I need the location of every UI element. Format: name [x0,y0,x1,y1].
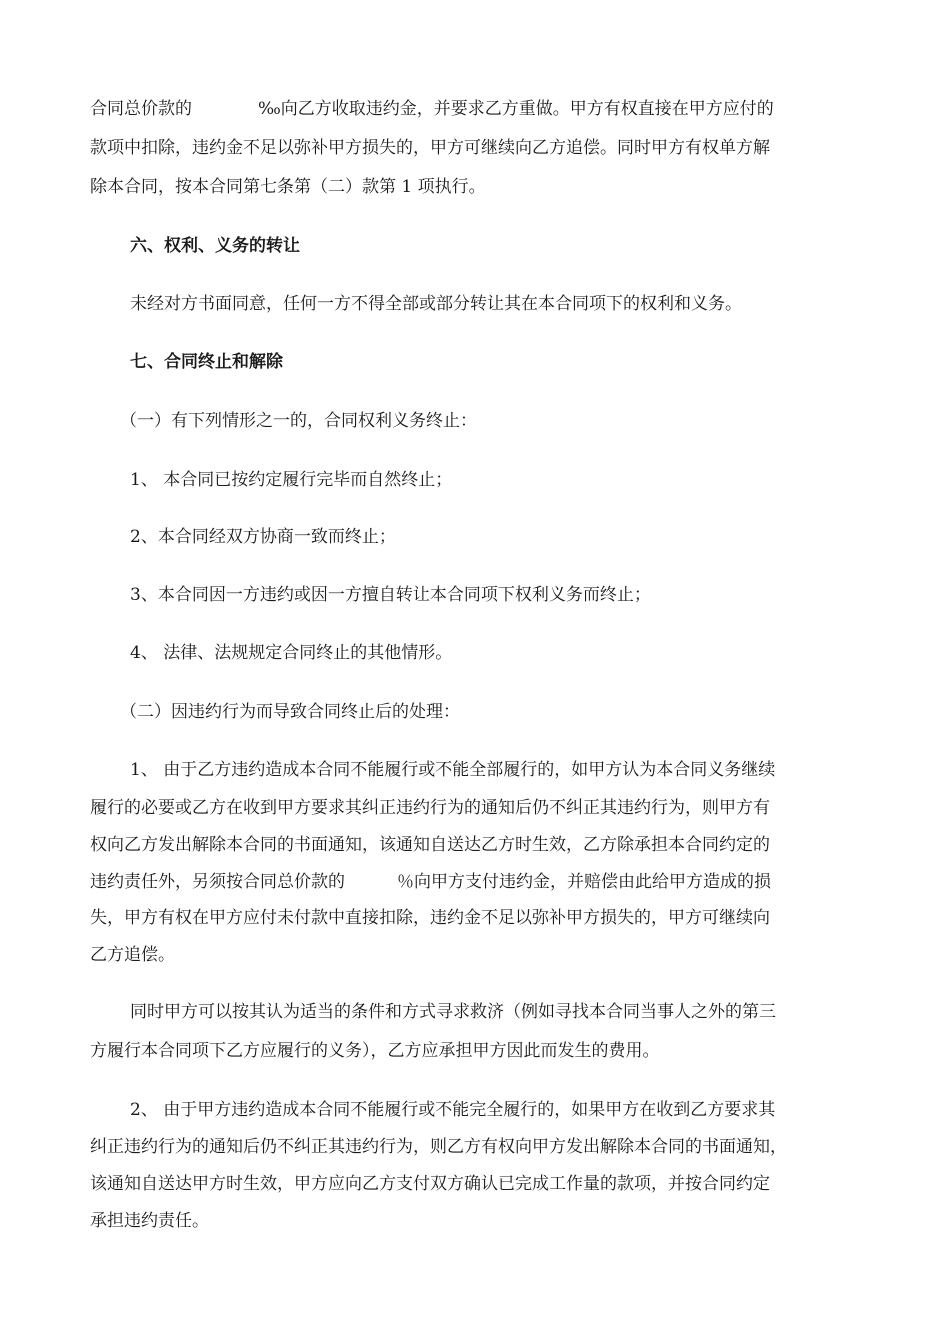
list-item: 3、本合同因一方违约或因一方擅自转让本合同项下权利义务而终止； [130,585,651,605]
paragraph-line: 该通知自送达甲方时生效，甲方应向乙方支付双方确认已完成工作量的款项，并按合同约定 [90,1174,770,1194]
section-heading: 七、合同终止和解除 [130,352,283,372]
paragraph-line [90,870,870,894]
list-item: 2、本合同经双方协商一致而终止； [130,527,396,547]
text-segment: 违约责任外，另须按合同总价款的 [90,872,345,892]
paragraph-line: 失，甲方有权在甲方应付未付款中直接扣除，违约金不足以弥补甲方损失的，甲方可继续向 [90,908,770,928]
paragraph-line: 同时甲方可以按其认为适当的条件和方式寻求救济（例如寻找本合同当事人之外的第三 [130,1002,776,1022]
paragraph-line: 方履行本合同项下乙方应履行的义务），乙方应承担甲方因此而发生的费用。 [90,1041,660,1061]
paragraph-line: 除本合同，按本合同第七条第（二）款第 1 项执行。 [90,177,486,197]
paragraph-line: 纠正违约行为的通知后仍不纠正其违约行为，则乙方有权向甲方发出解除本合同的书面通知， [90,1137,787,1157]
list-item: 1、 本合同已按约定履行完毕而自然终止； [130,470,453,490]
paragraph-line: 款项中扣除，违约金不足以弥补甲方损失的，甲方可继续向乙方追偿。同时甲方有权单方解 [90,138,770,158]
paragraph-line: 承担违约责任。 [90,1211,209,1231]
paragraph-line: 2、 由于甲方违约造成本合同不能履行或不能完全履行的，如果甲方在收到乙方要求其 [130,1100,776,1120]
subsection-heading: （二）因违约行为而导致合同终止后的处理： [120,702,460,722]
section-heading: 六、权利、义务的转让 [130,236,300,256]
text-segment: 合同总价款的 [90,99,192,119]
paragraph-line: 未经对方书面同意，任何一方不得全部或部分转让其在本合同项下的权利和义务。 [130,294,742,314]
paragraph-line: 权向乙方发出解除本合同的书面通知，该通知自送达乙方时生效，乙方除承担本合同约定的 [90,835,770,855]
paragraph-line [90,97,870,121]
list-item: 4、 法律、法规规定合同终止的其他情形。 [130,643,453,663]
text-segment: ％向甲方支付违约金，并赔偿由此给甲方造成的损 [397,872,771,892]
paragraph-line: 乙方追偿。 [90,945,175,965]
subsection-heading: （一）有下列情形之一的，合同权利义务终止： [120,411,477,431]
paragraph-line: 1、 由于乙方违约造成本合同不能履行或不能全部履行的，如甲方认为本合同义务继续 [130,760,776,780]
text-segment: ‰向乙方收取违约金，并要求乙方重做。甲方有权直接在甲方应付的 [258,99,774,119]
paragraph-line: 履行的必要或乙方在收到甲方要求其纠正违约行为的通知后仍不纠正其违约行为，则甲方有 [90,798,770,818]
